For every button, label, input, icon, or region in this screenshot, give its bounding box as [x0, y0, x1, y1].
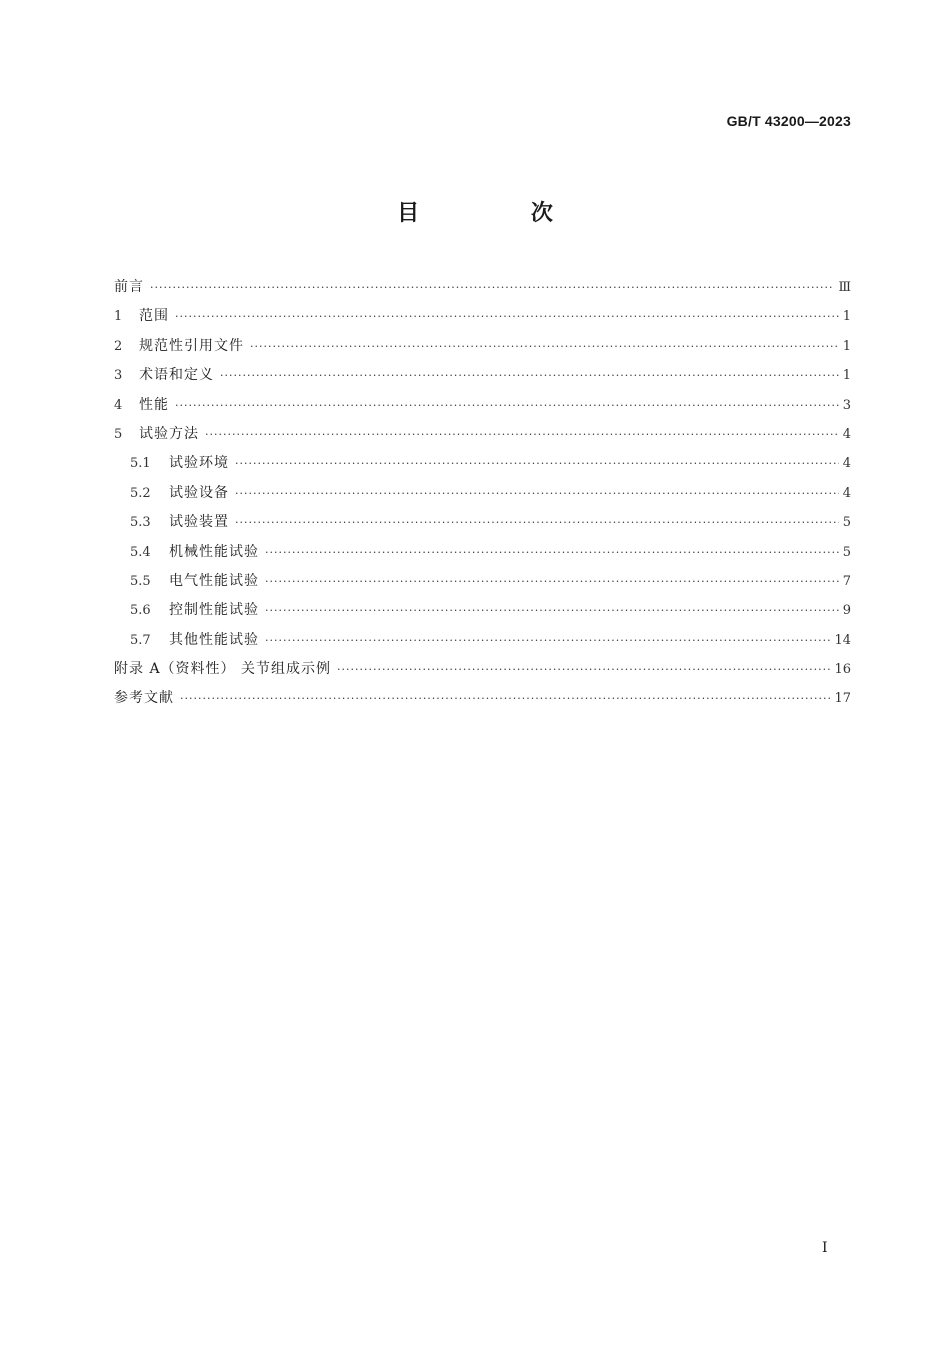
toc-entry-number: 5.2 — [130, 485, 151, 501]
toc-entry-label: 试验方法 — [139, 425, 199, 442]
toc-leader-dots — [180, 684, 830, 713]
toc-leader-dots — [337, 655, 830, 684]
toc-leader-dots — [235, 449, 839, 478]
toc-leader-dots — [220, 361, 839, 390]
toc-entry-annex-a[interactable] — [114, 655, 851, 684]
toc-entry-number: 1 — [114, 309, 123, 325]
toc-entry-page: 16 — [834, 662, 851, 678]
toc-entry-number: 5.7 — [130, 632, 151, 648]
toc-entry-page: 1 — [842, 368, 851, 384]
toc-leader-dots — [205, 420, 839, 449]
toc-entry-label: 附录 A（资料性） 关节组成示例 — [114, 661, 332, 678]
toc-leader-dots — [250, 332, 839, 361]
table-of-contents — [114, 273, 851, 714]
toc-entry-label: 其他性能试验 — [169, 631, 259, 648]
toc-subentry-test-apparatus[interactable] — [114, 508, 851, 537]
toc-entry-label: 电气性能试验 — [169, 572, 259, 589]
toc-entry-page: 4 — [842, 456, 851, 472]
toc-leader-dots — [265, 538, 839, 567]
toc-entry-label: 参考文献 — [114, 690, 174, 707]
toc-entry-number: 3 — [114, 368, 123, 384]
toc-leader-dots — [265, 596, 839, 625]
toc-subentry-other-test[interactable] — [114, 626, 851, 655]
toc-entry-number: 5.4 — [130, 544, 151, 560]
toc-entry-page: 5 — [842, 544, 851, 560]
toc-entry-page: 3 — [842, 397, 851, 413]
toc-entry-page: 4 — [842, 426, 851, 442]
toc-entry-label: 试验环境 — [169, 455, 229, 472]
toc-leader-dots — [265, 626, 830, 655]
toc-entry-number: 5.5 — [130, 573, 151, 589]
toc-entry-number: 4 — [114, 397, 123, 413]
toc-entry-page: 9 — [842, 603, 851, 619]
toc-entry-label: 试验设备 — [169, 484, 229, 501]
toc-entry-number: 5 — [114, 426, 123, 442]
page-number: I — [822, 1240, 828, 1256]
toc-entry-page: 7 — [842, 573, 851, 589]
toc-entry-scope[interactable] — [114, 302, 851, 331]
toc-entry-page: Ⅲ — [838, 280, 851, 295]
toc-entry-performance[interactable] — [114, 391, 851, 420]
toc-leader-dots — [175, 302, 839, 331]
toc-entry-label: 范围 — [139, 308, 169, 325]
toc-entry-number: 5.3 — [130, 515, 151, 531]
toc-entry-label: 性能 — [139, 396, 169, 413]
toc-leader-dots — [235, 479, 839, 508]
page-title: 目 次 — [397, 201, 605, 226]
toc-entry-label: 术语和定义 — [139, 367, 214, 384]
toc-entry-number: 2 — [114, 338, 123, 354]
toc-entry-page: 17 — [834, 691, 851, 707]
toc-subentry-test-environment[interactable] — [114, 449, 851, 478]
toc-entry-number: 5.6 — [130, 603, 151, 619]
toc-entry-label: 前言 — [114, 279, 144, 295]
toc-entry-number: 5.1 — [130, 456, 151, 472]
toc-entry-label: 规范性引用文件 — [139, 337, 244, 354]
toc-leader-dots — [265, 567, 839, 596]
document-code: GB/T 43200—2023 — [726, 113, 851, 129]
toc-subentry-test-equipment[interactable] — [114, 479, 851, 508]
toc-subentry-control-test[interactable] — [114, 596, 851, 625]
toc-entry-page: 5 — [842, 515, 851, 531]
toc-entry-label: 控制性能试验 — [169, 602, 259, 619]
toc-entry-page: 1 — [842, 338, 851, 354]
toc-entry-page: 14 — [834, 632, 851, 648]
toc-entry-terms-definitions[interactable] — [114, 361, 851, 390]
toc-entry-foreword[interactable] — [114, 273, 851, 302]
toc-entry-label: 试验装置 — [169, 514, 229, 531]
toc-entry-label: 机械性能试验 — [169, 543, 259, 560]
toc-entry-page: 1 — [842, 309, 851, 325]
toc-leader-dots — [175, 391, 839, 420]
toc-entry-bibliography[interactable] — [114, 684, 851, 713]
toc-entry-page: 4 — [842, 485, 851, 501]
toc-entry-test-methods[interactable] — [114, 420, 851, 449]
toc-subentry-mechanical-test[interactable] — [114, 538, 851, 567]
toc-leader-dots — [235, 508, 839, 537]
toc-subentry-electrical-test[interactable] — [114, 567, 851, 596]
toc-entry-normative-references[interactable] — [114, 332, 851, 361]
toc-leader-dots — [150, 273, 834, 302]
